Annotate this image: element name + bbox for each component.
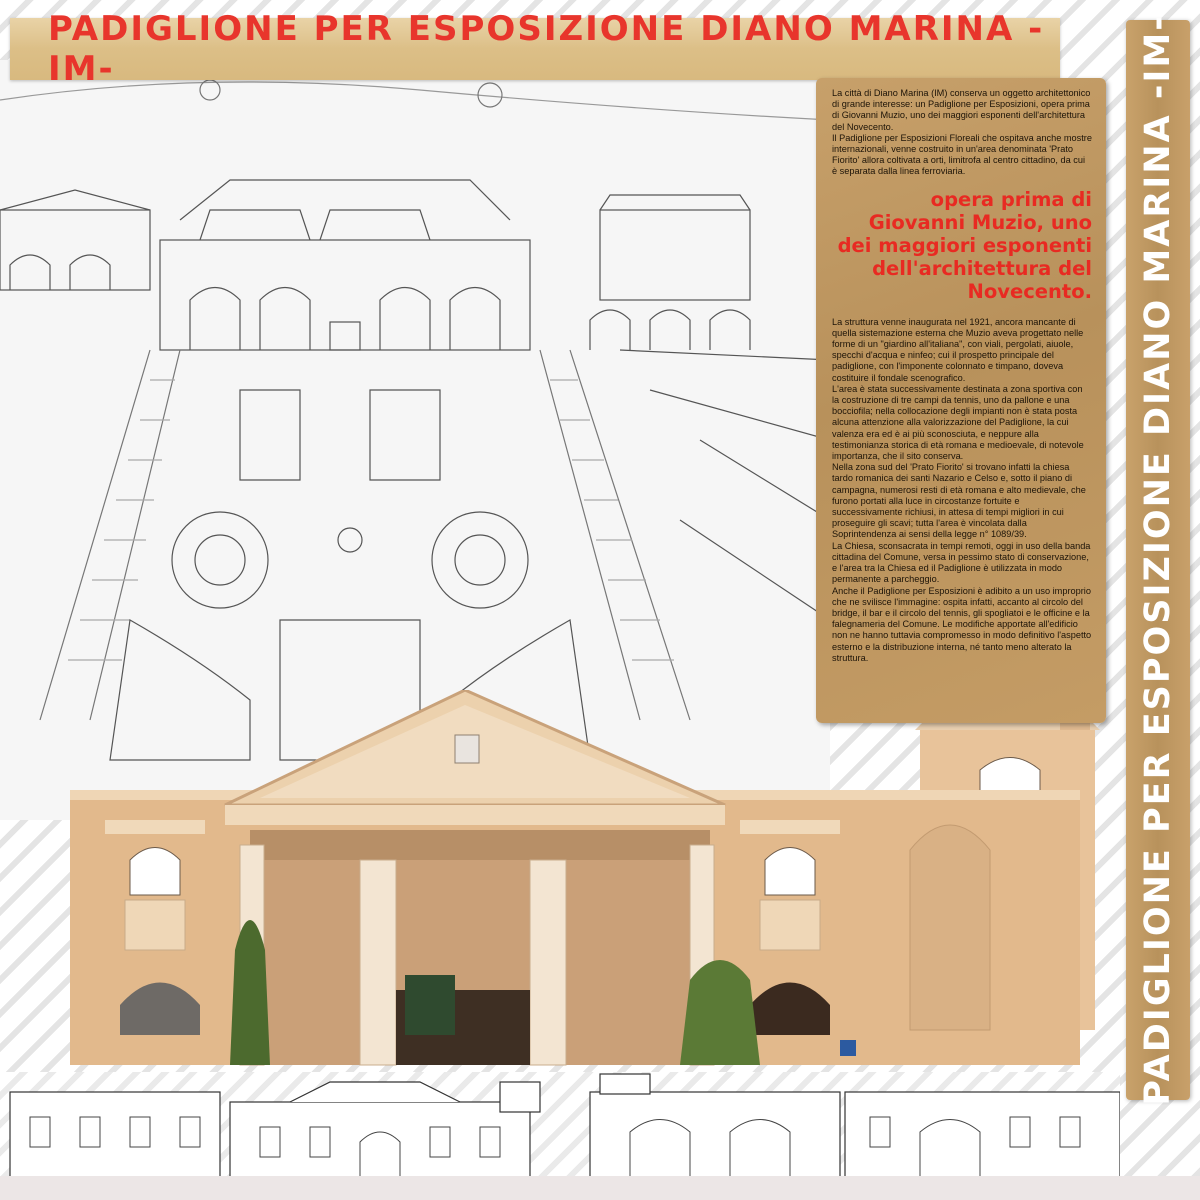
- vertical-title: PADIGLIONE PER ESPOSIZIONE DIANO MARINA -IM-: [1138, 14, 1178, 1106]
- intro-text: La città di Diano Marina (IM) conserva un oggetto architettonico di grande interesse: un Padiglione per Esposizioni, opera prima di Giovanni Muzio, uno dei maggiori esponenti dell'architettura del Novecento. Il Padiglione per Esposizioni Floreali che ospitava anche mostre internazionali, venne costruito in un'area denominata 'Prato Fiorito' allora coltivata a orti, limitrofa al centro cittadino, da cui è separata dalla linea ferroviaria.: [832, 88, 1092, 177]
- pavilion-photo: [60, 690, 1110, 1080]
- bottom-strip: [0, 1176, 1200, 1200]
- elevation-drawings: [0, 1072, 1120, 1190]
- description-panel: [816, 78, 1106, 723]
- highlight-quote: opera prima di Giovanni Muzio, uno dei maggiori esponenti dell'architettura del Novecento.: [837, 187, 1092, 303]
- page-title: PADIGLIONE PER ESPOSIZIONE DIANO MARINA -IM-: [48, 9, 1045, 89]
- body-text: La struttura venne inaugurata nel 1921, ancora mancante di quella sistemazione esterna che Muzio aveva progettato nelle forme di un "giardino all'italiana", con viali, pergolati, aiuole, specchi d'acqua e ninfeo; cui il prospetto principale del padiglione, con l'imponente colonnato e timpano, doveva costituire il fondale scenografico. L'area è stata successivamente destinata a zona sportiva con la costruzione di tre campi da tennis, uno da pallone e una bocciofila; nella collocazione degli impianti non è stata posta alcuna attenzione alla valorizzazione del Padiglione, la cui valenza era ed è ai più sconosciuta, e neppure alla testimonianza storica di età romana e medioevale, di notevole importanza, che il sito conserva. Nella zona sud del 'Prato Fiorito' si trovano infatti la chiesa tardo romanica dei santi Nazario e Celso e, sotto il piano di campagna, numerosi resti di età romana e alto medievale, che furono portati alla luce in circostanze fortuite e successivamente richiusi, in attesa di tempi migliori in cui proseguire gli scavi; tutta l'area è vincolata dalla Soprintendenza ai sensi della legge n° 1089/39. La Chiesa, sconsacrata in tempi remoti, oggi in uso della banda cittadina del Comune, versa in pessimo stato di conservazione, e l'area tra la Chiesa ed il Padiglione è utilizzata in modo permanente a parcheggio. Anche il Padiglione per Esposizioni è adibito a un uso improprio che ne svilisce l'immagine: ospita infatti, accanto al circolo del bridge, il bar e il circolo del tennis, gli spogliatoi e le officine e la falegnameria del Comune. Le modifiche apportate all'edificio non ne hanno tuttavia compromesso in modo definitivo l'aspetto esterno e la distribuzione interna, né tanto meno alterato la struttura.: [832, 316, 1092, 663]
- vertical-title-band: [1126, 14, 1190, 1106]
- title-band: [10, 9, 1060, 89]
